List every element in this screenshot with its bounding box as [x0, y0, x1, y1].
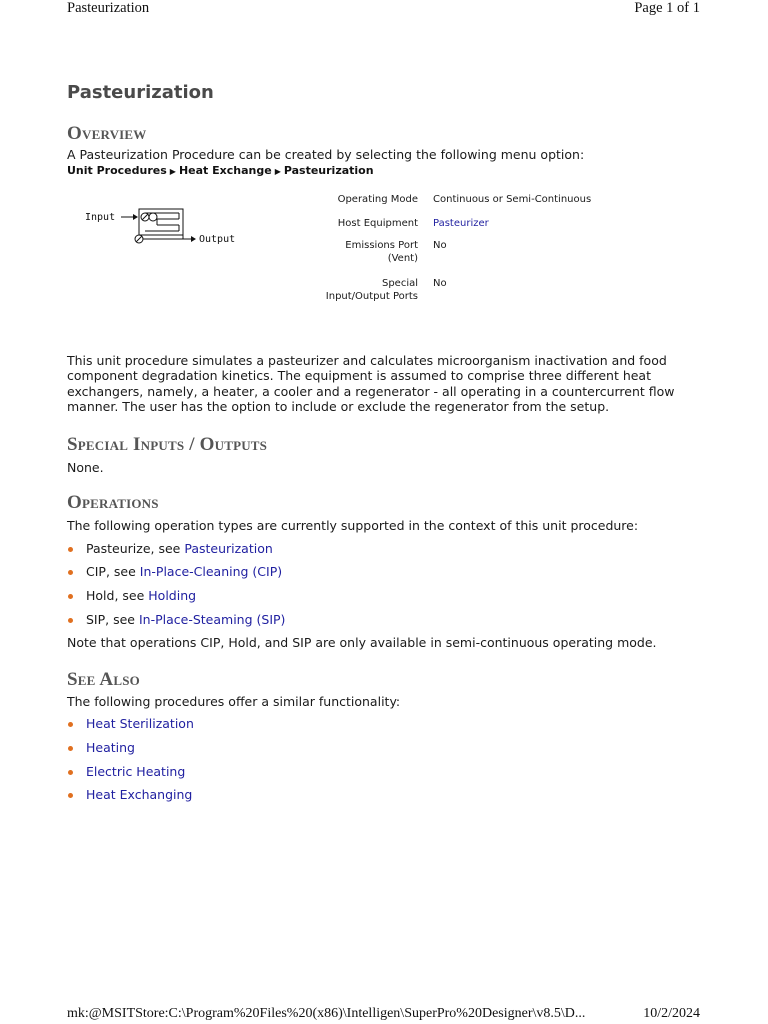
operation-link[interactable]: In-Place-Cleaning (CIP) — [139, 564, 283, 580]
print-footer — [67, 1006, 700, 1022]
bullet-icon — [68, 594, 73, 599]
item-text: CIP, see — [86, 564, 140, 580]
special-io-heading: Special Inputs / Outputs — [67, 433, 268, 455]
special-io-text: None. — [67, 459, 104, 475]
bullet-icon — [68, 618, 73, 623]
info-value: No — [433, 240, 447, 251]
list-item — [67, 716, 701, 740]
info-value: Continuous or Semi-Continuous — [433, 194, 592, 205]
see-also-link[interactable]: Heating — [86, 739, 135, 755]
item-text: SIP, see — [86, 611, 139, 627]
bullet-icon — [68, 570, 73, 575]
triangle-right-icon: ▶ — [169, 166, 176, 176]
operations-intro: The following operation types are currently supported in the context of this unit procedure: — [67, 518, 639, 533]
list-item — [67, 588, 701, 612]
operations-heading: Operations — [67, 492, 159, 513]
info-value: No — [433, 278, 447, 289]
operations-list — [67, 541, 701, 636]
see-also-list — [67, 716, 701, 811]
overview-heading: Overview — [67, 123, 147, 144]
info-row — [321, 218, 621, 240]
list-item — [67, 564, 701, 588]
menu-path-item: Heat Exchange — [178, 163, 272, 177]
operations-note: Note that operations CIP, Hold, and SIP are only available in semi-continuous operating mode. — [67, 635, 657, 651]
bullet-icon — [68, 793, 73, 798]
item-text: Hold, see — [86, 587, 149, 603]
triangle-right-icon: ▶ — [274, 166, 281, 176]
print-header-page: Page 1 of 1 — [634, 0, 700, 16]
menu-path — [67, 163, 701, 179]
bullet-icon — [68, 746, 73, 751]
info-label: Emissions Port (Vent) — [345, 240, 418, 264]
operation-link[interactable]: Pasteurization — [184, 540, 273, 556]
see-also-intro: The following procedures offer a similar functionality: — [67, 693, 401, 709]
bullet-icon — [68, 770, 73, 775]
info-label: Special Input/Output Ports — [325, 278, 418, 302]
item-text: Pasteurize, see — [86, 540, 185, 556]
procedure-info-table — [321, 194, 621, 318]
list-item — [67, 541, 701, 565]
operation-link[interactable]: Holding — [148, 587, 197, 603]
see-also-heading: See Also — [67, 668, 140, 690]
print-header — [67, 0, 700, 17]
see-also-link[interactable]: Heat Exchanging — [86, 787, 193, 803]
print-footer-url: mk:@MSITStore:C:\Program%20Files%20(x86)\Intelligen\SuperPro%20Designer\v8.5\D... — [67, 1006, 586, 1021]
operation-link[interactable]: In-Place-Steaming (SIP) — [138, 611, 286, 627]
diagram-input-label: Input — [85, 212, 116, 223]
bullet-icon — [68, 547, 73, 552]
procedure-diagram — [83, 206, 258, 246]
see-also-link[interactable]: Heat Sterilization — [86, 716, 194, 732]
info-row — [321, 240, 621, 278]
menu-path-item: Unit Procedures — [67, 163, 167, 177]
print-header-title: Pasteurization — [67, 0, 150, 16]
list-item — [67, 764, 701, 788]
list-item — [67, 612, 701, 636]
info-row — [321, 194, 621, 218]
info-row — [321, 278, 621, 318]
list-item — [67, 787, 701, 811]
help-content — [67, 82, 701, 811]
bullet-icon — [68, 722, 73, 727]
info-label: Host Equipment — [337, 218, 418, 229]
diagram-output-label: Output — [199, 234, 236, 245]
info-label: Operating Mode — [337, 194, 418, 205]
see-also-link[interactable]: Electric Heating — [86, 763, 186, 779]
menu-path-item: Pasteurization — [283, 163, 374, 177]
host-equipment-link[interactable]: Pasteurizer — [433, 218, 489, 229]
page-title: Pasteurization — [67, 82, 214, 103]
print-footer-date: 10/2/2024 — [643, 1006, 700, 1021]
list-item — [67, 740, 701, 764]
description-text: This unit procedure simulates a pasteurizer and calculates microorganism inactivation and food component degradation kinetics. The equipment is assumed to comprise three different heat exchangers, namely, a heater, a cooler and a regenerator - all operating in a countercurrent flow manner. The user has the option to include or exclude the regenerator from the setup. — [67, 352, 675, 414]
overview-intro: A Pasteurization Procedure can be created by selecting the following menu option: — [67, 147, 585, 162]
